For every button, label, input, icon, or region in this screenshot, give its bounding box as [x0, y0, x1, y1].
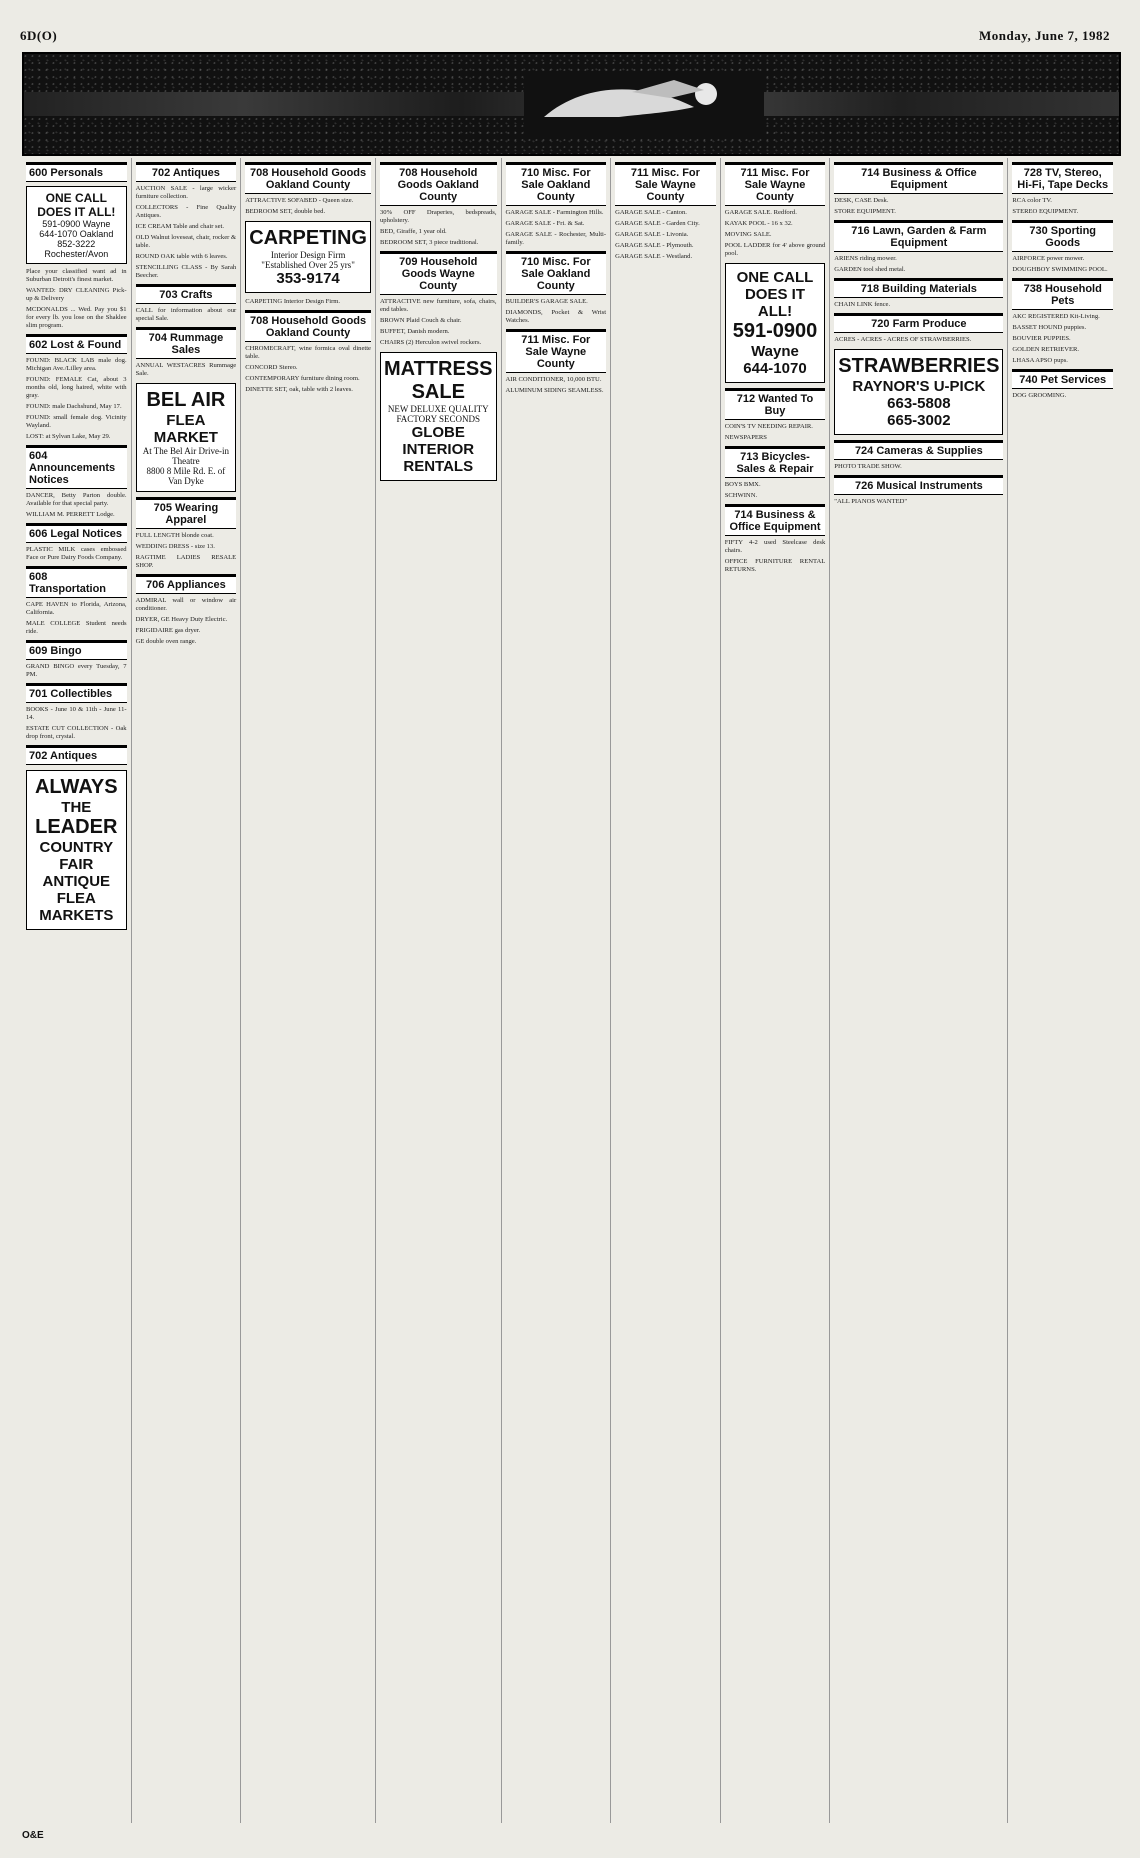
page-date: Monday, June 7, 1982 [979, 28, 1110, 43]
ad-text: MOVING SALE. [724, 231, 772, 238]
section-title: 726 Musical Instruments [834, 475, 1003, 495]
ad-text: CHROMECRAFT, wine formica oval dinette table. [245, 345, 371, 360]
section-title: 728 TV, Stereo, Hi-Fi, Tape Decks [1012, 162, 1113, 194]
feature-line: THE [61, 799, 92, 816]
section-title: 708 Household Goods Oakland County [380, 162, 497, 206]
column-8 [830, 158, 1008, 1823]
column-4 [376, 158, 502, 1823]
section-title: 710 Misc. For Sale Oakland County [506, 251, 607, 295]
ad-text: POOL LADDER for 4' above ground pool. [724, 242, 826, 257]
ad-text: RAGTIME LADIES RESALE SHOP. [135, 554, 237, 569]
ad-text: RCA color TV. [1012, 197, 1052, 204]
ad-text: AUCTION SALE - large wicker furniture collection. [135, 185, 237, 200]
section-title: 724 Cameras & Supplies [834, 440, 1003, 460]
ad-text: ACRES - ACRES - ACRES OF STRAWBERRIES. [834, 336, 972, 343]
ad-text: OLD Walnut loveseat, chair, rocker & table. [135, 234, 237, 249]
section-title: 714 Business & Office Equipment [834, 162, 1003, 194]
section-title: 720 Farm Produce [834, 313, 1003, 333]
column-9 [1008, 158, 1117, 1823]
section-title: 712 Wanted To Buy [725, 388, 826, 420]
ad-text: ADMIRAL wall or window air conditioner. [135, 597, 237, 612]
section-title: 704 Rummage Sales [136, 327, 237, 359]
ad-text: ATTRACTIVE SOFABED - Queen size. [245, 197, 354, 204]
ad-text: WILLIAM M. PERRETT Lodge. [26, 511, 115, 518]
ad-text: PHOTO TRADE SHOW. [834, 463, 902, 470]
ad-text: GARAGE SALE - Livonia. [615, 231, 689, 238]
feature-line: RAYNOR'S U-PICK [852, 378, 986, 395]
section-title: 740 Pet Services [1012, 369, 1113, 389]
feature-ad [725, 263, 826, 383]
column-7 [721, 158, 831, 1823]
feature-line: "Established Over 25 yrs" [261, 260, 355, 270]
feature-line: MATTRESS SALE [383, 358, 493, 403]
ad-text: GARAGE SALE - Westland. [615, 253, 693, 260]
ad-text: STENCILLING CLASS - By Sarah Beecher. [135, 264, 237, 279]
masthead-banner [22, 52, 1121, 156]
ad-text: DRYER, GE Heavy Duty Electric. [135, 616, 228, 623]
section-title: 701 Collectibles [26, 683, 127, 703]
ad-text: CHAIRS (2) Herculon swivel rockers. [379, 339, 482, 346]
ad-text: AKC REGISTERED Kit-Living. [1012, 313, 1100, 320]
ad-text: BROWN Plaid Couch & chair. [379, 317, 462, 324]
ad-text: GARAGE SALE - Fri. & Sat. [505, 220, 585, 227]
section-title: 708 Household Goods Oakland County [245, 162, 371, 194]
feature-line: INTERIOR RENTALS [402, 441, 475, 475]
ad-text: COLLECTORS - Fine Quality Antiques. [135, 204, 237, 219]
section-title: 606 Legal Notices [26, 523, 127, 543]
ad-text: GARAGE SALE - Canton. [615, 209, 687, 216]
feature-line: 663-5808 [887, 395, 951, 412]
ad-text: BASSET HOUND puppies. [1012, 324, 1087, 331]
ad-text: DESK, CASE Desk. [834, 197, 889, 204]
ad-text: CAPE HAVEN to Florida, Arizona, California. [26, 601, 127, 616]
feature-line: ALWAYS [34, 776, 118, 798]
ad-text: FIFTY 4-2 used Steelcase desk chairs. [724, 539, 826, 554]
ad-text: CALL for information about our special Sale. [135, 307, 237, 322]
ad-text: NEWSPAPERS [724, 434, 767, 441]
section-title: 711 Misc. For Sale Wayne County [725, 162, 826, 206]
section-title: 702 Antiques [26, 745, 127, 765]
feature-line: At The Bel Air Drive-in Theatre [142, 446, 230, 466]
ad-text: GRAND BINGO every Tuesday, 7 PM. [26, 663, 127, 678]
section-title: 711 Misc. For Sale Wayne County [506, 329, 607, 373]
ad-text: BUILDER'S GARAGE SALE. [505, 298, 588, 305]
section-title: 604 Announcements Notices [26, 445, 127, 489]
ad-text: GARAGE SALE. Redford. [724, 209, 797, 216]
boxed-ad [26, 186, 127, 264]
ad-text: WEDDING DRESS - size 13. [135, 543, 215, 550]
section-title: 708 Household Goods Oakland County [245, 310, 371, 342]
feature-line: FLEA MARKETS [39, 890, 114, 924]
ad-text: DIAMONDS, Pocket & Wrist Watches. [505, 309, 607, 324]
section-title: 702 Antiques [136, 162, 237, 182]
section-title: 602 Lost & Found [26, 334, 127, 354]
section-title: 730 Sporting Goods [1012, 220, 1113, 252]
ad-text: FOUND: BLACK LAB male dog. Michigan Ave./Lilley area. [26, 357, 127, 372]
ad-text: FOUND: FEMALE Cat, about 3 months old, long haired, white with gray. [26, 376, 127, 399]
ad-text: BEDROOM SET, double bed. [245, 208, 326, 215]
section-title: 705 Wearing Apparel [136, 497, 237, 529]
ad-text: GARDEN tool shed metal. [834, 266, 906, 273]
section-title: 608 Transportation [26, 566, 127, 598]
feature-line: 591-0900 [732, 320, 818, 342]
page-footer: O&E [22, 1830, 44, 1841]
ad-text: 30% OFF Draperies, bedspreads, upholstery. [379, 209, 497, 224]
section-title: 738 Household Pets [1012, 278, 1113, 310]
section-title: 709 Household Goods Wayne County [380, 251, 497, 295]
feature-line: COUNTRY FAIR [39, 839, 114, 873]
ad-text: BOYS BMX. [724, 481, 761, 488]
section-title: 706 Appliances [136, 574, 237, 594]
ad-text: BOOKS - June 10 & 11th - June 11-14. [26, 706, 127, 721]
section-title: 711 Misc. For Sale Wayne County [615, 162, 716, 206]
feature-line: BEL AIR [146, 389, 226, 411]
ad-text: CHAIN LINK fence. [834, 301, 891, 308]
ad-text: DOUGHBOY SWIMMING POOL. [1012, 266, 1108, 273]
section-title: 716 Lawn, Garden & Farm Equipment [834, 220, 1003, 252]
feature-line: 665-3002 [887, 412, 951, 429]
feature-line: STRAWBERRIES [838, 355, 1000, 377]
feature-ad [380, 352, 497, 481]
feature-line: CARPETING [249, 227, 367, 249]
section-title: 713 Bicycles-Sales & Repair [725, 446, 826, 478]
ad-text: DOG GROOMING. [1012, 392, 1067, 399]
ad-text: BUFFET, Danish modern. [379, 328, 450, 335]
ad-text: DANCER, Betty Parton double. Available for that special party. [26, 492, 127, 507]
ad-text: "ALL PIANOS WANTED" [834, 498, 908, 505]
column-5 [502, 158, 612, 1823]
feature-line: LEADER [35, 816, 118, 838]
feature-ad [136, 383, 237, 492]
ad-text: ALUMINUM SIDING SEAMLESS. [505, 387, 604, 394]
ad-text: FOUND: small female dog. Vicinity Wayland. [26, 414, 127, 429]
ad-text: ROUND OAK table with 6 leaves. [135, 253, 228, 260]
column-1 [22, 158, 132, 1823]
ad-text: Place your classified want ad in Suburban Detroit's finest market. [26, 268, 127, 283]
ad-text: PLASTIC MILK cases embossed Face or Pure Dairy Foods Company. [26, 546, 127, 561]
ad-text: SCHWINN. [724, 492, 758, 499]
feature-line: 8800 8 Mile Rd. E. of Van Dyke [146, 466, 226, 486]
feature-ad [834, 349, 1003, 435]
ad-text: GARAGE SALE - Plymouth. [615, 242, 694, 249]
ad-text: LOST: at Sylvan Lake, May 29. [26, 433, 111, 440]
classified-columns [22, 158, 1117, 1823]
ad-heading: ONE CALL DOES IT ALL! [37, 191, 116, 219]
ad-text: FOUND: male Dachshund, May 17. [26, 403, 122, 410]
feature-ad [245, 221, 371, 293]
ad-text: GARAGE SALE - Farmington Hills. [505, 209, 604, 216]
section-title: 718 Building Materials [834, 278, 1003, 298]
ad-text: WANTED: DRY CLEANING Pick-up & Delivery [26, 287, 127, 302]
ad-text: DINETTE SET, oak, table with 2 leaves. [245, 386, 353, 393]
ad-phone: 591-0900 Wayne [42, 219, 111, 229]
ad-text: OFFICE FURNITURE RENTAL RETURNS. [724, 558, 826, 573]
ad-text: AIRFORCE power mower. [1012, 255, 1085, 262]
ad-text: MCDONALDS ... Wed. Pay you $1 for every lb. you lose on the Shaklee slim program. [26, 306, 127, 329]
feature-line: 353-9174 [276, 270, 340, 287]
ad-text: ESTATE CUT COLLECTION - Oak drop front, crystal. [26, 725, 127, 740]
ad-text: AIR CONDITIONER, 10,000 BTU. [505, 376, 602, 383]
ad-text: ICE CREAM Table and chair set. [135, 223, 225, 230]
ad-phone: 644-1070 Oakland [39, 229, 114, 239]
ad-phone: 852-3222 Rochester/Avon [44, 239, 109, 259]
ad-text: FULL LENGTH blonde coat. [135, 532, 214, 539]
ad-text: KAYAK POOL - 16 x 32. [724, 220, 793, 227]
column-6 [611, 158, 721, 1823]
section-title: 714 Business & Office Equipment [725, 504, 826, 536]
section-title: 703 Crafts [136, 284, 237, 304]
feature-line: NEW DELUXE QUALITY FACTORY SECONDS [387, 404, 489, 424]
feature-line: ANTIQUE [42, 873, 111, 890]
section-title: 609 Bingo [26, 640, 127, 660]
ad-text: GE double oven range. [135, 638, 197, 645]
ad-text: GARAGE SALE - Garden City. [615, 220, 700, 227]
ad-text: STEREO EQUIPMENT. [1012, 208, 1079, 215]
section-title: 600 Personals [26, 162, 127, 182]
section-title: 710 Misc. For Sale Oakland County [506, 162, 607, 206]
feature-line: FLEA MARKET [153, 412, 218, 446]
feature-line: Wayne [751, 343, 799, 360]
ad-text: GARAGE SALE - Rochester, Multi-family. [505, 231, 607, 246]
ad-text: GOLDEN RETRIEVER. [1012, 346, 1080, 353]
feature-line: GLOBE [411, 424, 465, 441]
ad-text: BOUVIER PUPPIES. [1012, 335, 1071, 342]
ad-text: ARIENS riding mower. [834, 255, 897, 262]
ad-text: CARPETING Interior Design Firm. [245, 298, 341, 305]
feature-line: ONE CALL DOES IT ALL! [736, 269, 814, 320]
column-3 [241, 158, 376, 1823]
ad-text: LHASA APSO pups. [1012, 357, 1068, 364]
ad-text: BEDROOM SET, 3 piece traditional. [379, 239, 479, 246]
ad-text: ANNUAL WESTACRES Rummage Sale. [135, 362, 237, 377]
ad-text: FRIGIDAIRE gas dryer. [135, 627, 201, 634]
feature-ad [26, 770, 127, 930]
ad-text: CONCORD Stereo. [245, 364, 298, 371]
page-id: 6D(O) [20, 28, 58, 43]
feature-line: Interior Design Firm [270, 250, 346, 260]
ad-text: BED, Giraffe, 1 year old. [379, 228, 447, 235]
masthead-logo [524, 72, 764, 136]
ad-text: MALE COLLEGE Student needs ride. [26, 620, 127, 635]
ad-text: ATTRACTIVE new furniture, sofa, chairs, end tables. [379, 298, 497, 313]
ad-text: CONTEMPORARY furniture dining room. [245, 375, 360, 382]
page-header [20, 24, 1110, 48]
ad-text: COIN'S TV NEEDING REPAIR. [724, 423, 813, 430]
ad-text: STORE EQUIPMENT. [834, 208, 896, 215]
column-2 [132, 158, 242, 1823]
feature-line: 644-1070 [743, 360, 807, 377]
